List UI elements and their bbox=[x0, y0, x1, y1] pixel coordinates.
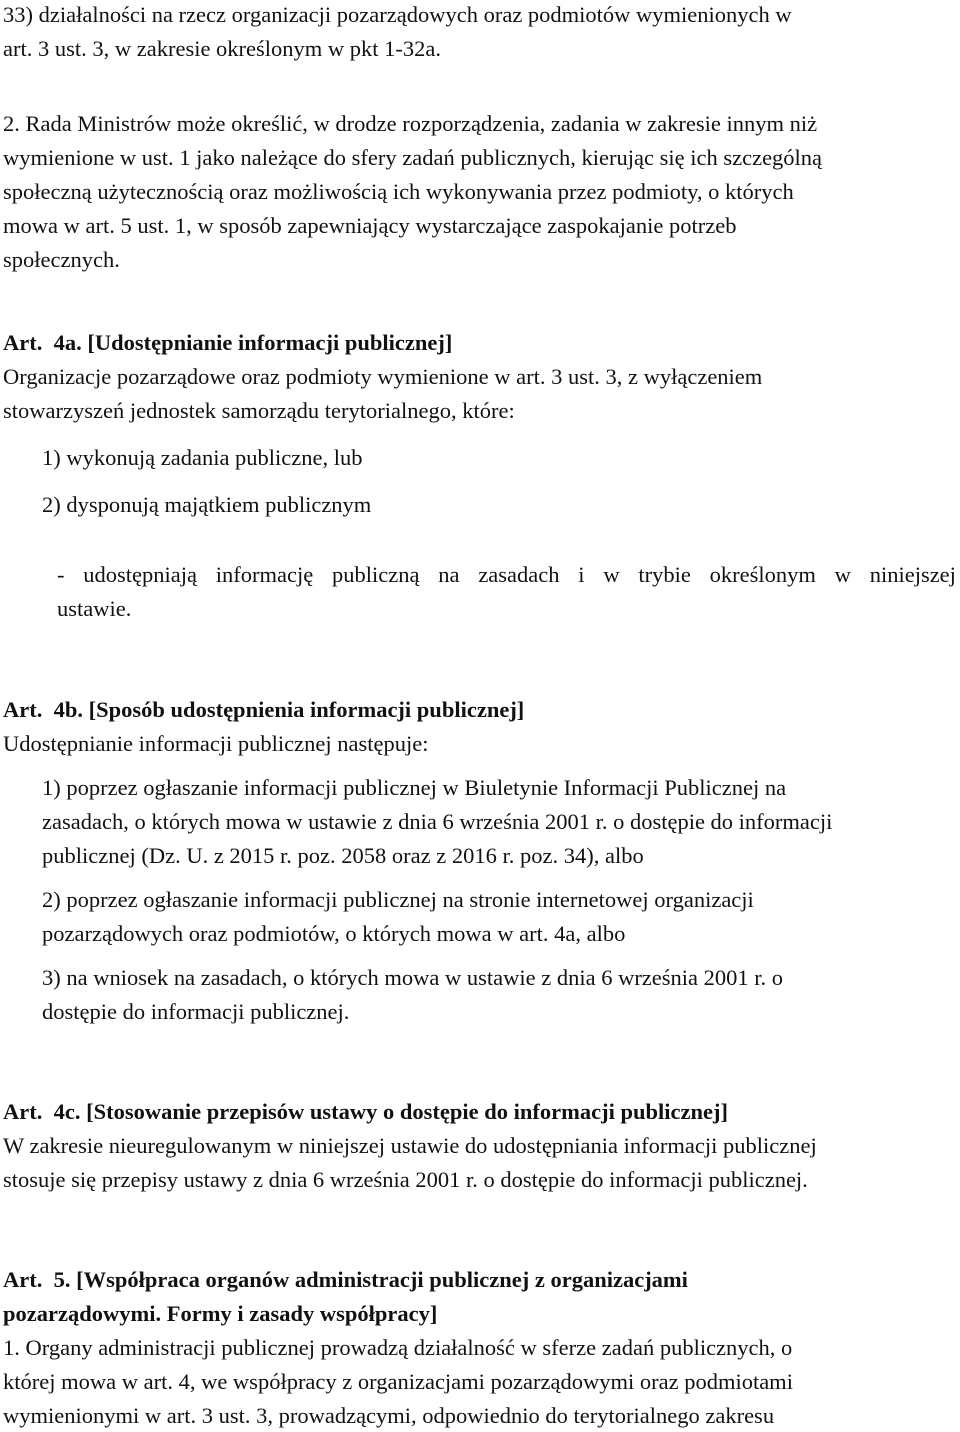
article-4b-item-3-line-2: dostępie do informacji publicznej. bbox=[42, 999, 350, 1024]
article-4b-item-2-line-2: pozarządowych oraz podmiotów, o których mowa w art. 4a, albo bbox=[42, 921, 626, 946]
article-4a-line-1: Organizacje pozarządowe oraz podmioty wymienione w art. 3 ust. 3, z wyłączeniem bbox=[3, 364, 763, 389]
article-4b-item-1-line-1: 1) poprzez ogłaszanie informacji publicznej w Biuletynie Informacji Publicznej na bbox=[42, 775, 787, 800]
article-4b-number: Art. 4b. bbox=[3, 697, 83, 722]
article-4b-title: [Sposób udostępnienia informacji publicznej] bbox=[88, 697, 525, 722]
tail-word: publiczną bbox=[332, 562, 420, 587]
tail-word: zasadach bbox=[478, 562, 560, 587]
tail-word: informację bbox=[215, 562, 314, 587]
article-4c-heading bbox=[3, 1097, 728, 1127]
article-4b-item-1-line-3: publicznej (Dz. U. z 2015 r. poz. 2058 oraz z 2016 r. poz. 34), albo bbox=[42, 843, 644, 868]
tail-word: w bbox=[834, 562, 851, 587]
article-5-title-line-1: [Współpraca organów administracji publicznej z organizacjami bbox=[76, 1267, 688, 1292]
article-4a-line-2: stowarzyszeń jednostek samorządu terytorialnego, które: bbox=[3, 398, 515, 423]
paragraph-2-line-1: 2. Rada Ministrów może określić, w drodze rozporządzenia, zadania w zakresie innym niż bbox=[3, 111, 818, 136]
article-4a-number: Art. 4a. bbox=[3, 330, 82, 355]
tail-word: udostępniają bbox=[83, 562, 198, 587]
paragraph-2-line-2: wymienione w ust. 1 jako należące do sfery zadań publicznych, kierując się ich szczególną bbox=[3, 145, 823, 170]
article-4a-title: [Udostępnianie informacji publicznej] bbox=[87, 330, 453, 355]
tail-word: trybie bbox=[638, 562, 691, 587]
article-4b-item-3-line-1: 3) na wniosek na zasadach, o których mowa w ustawie z dnia 6 września 2001 r. o bbox=[42, 965, 784, 990]
article-4a-tail-line-1 bbox=[57, 560, 956, 590]
tail-word: niniejszej bbox=[869, 562, 956, 587]
article-4c-line-1: W zakresie nieuregulowanym w niniejszej ustawie do udostępniania informacji publicznej bbox=[3, 1133, 817, 1158]
article-4a-tail-line-2: ustawie. bbox=[57, 596, 132, 621]
article-4b-heading bbox=[3, 695, 524, 725]
paragraph-2-line-3: społeczną użytecznością oraz możliwością ich wykonywania przez podmioty, o których bbox=[3, 179, 794, 204]
article-4c-line-2: stosuje się przepisy ustawy z dnia 6 września 2001 r. o dostępie do informacji publicznej. bbox=[3, 1167, 808, 1192]
article-4a-item-1: 1) wykonują zadania publiczne, lub bbox=[42, 445, 363, 470]
article-5-line-1: 1. Organy administracji publicznej prowadzą działalność w sferze zadań publicznych, o bbox=[3, 1335, 793, 1360]
tail-word: określonym bbox=[709, 562, 816, 587]
article-5-line-2: której mowa w art. 4, we współpracy z organizacjami pozarządowymi oraz podmiotami bbox=[3, 1369, 793, 1394]
tail-word: na bbox=[438, 562, 460, 587]
article-4a-heading bbox=[3, 328, 452, 358]
point-33-line-1: 33) działalności na rzecz organizacji pozarządowych oraz podmiotów wymienionych w bbox=[3, 2, 792, 27]
tail-word: - bbox=[57, 562, 65, 587]
article-4c-title: [Stosowanie przepisów ustawy o dostępie do informacji publicznej] bbox=[86, 1099, 728, 1124]
article-4b-intro: Udostępnianie informacji publicznej następuje: bbox=[3, 731, 429, 756]
article-5-number: Art. 5. bbox=[3, 1267, 71, 1292]
article-5-line-3: wymienionymi w art. 3 ust. 3, prowadzącymi, odpowiednio do terytorialnego zakresu bbox=[3, 1403, 775, 1428]
article-4b-item-2-line-1: 2) poprzez ogłaszanie informacji publicznej na stronie internetowej organizacji bbox=[42, 887, 754, 912]
point-33-line-2: art. 3 ust. 3, w zakresie określonym w pkt 1-32a. bbox=[3, 36, 442, 61]
article-4c-number: Art. 4c. bbox=[3, 1099, 81, 1124]
article-5-heading bbox=[3, 1265, 688, 1295]
article-4b-item-1-line-2: zasadach, o których mowa w ustawie z dnia 6 września 2001 r. o dostępie do informacji bbox=[42, 809, 833, 834]
article-4a-item-2: 2) dysponują majątkiem publicznym bbox=[42, 492, 372, 517]
paragraph-2-line-4: mowa w art. 5 ust. 1, w sposób zapewniający wystarczające zaspokajanie potrzeb bbox=[3, 213, 737, 238]
paragraph-2-line-5: społecznych. bbox=[3, 247, 120, 272]
article-5-title-line-2: pozarządowymi. Formy i zasady współpracy] bbox=[3, 1301, 438, 1326]
tail-word: w bbox=[603, 562, 620, 587]
tail-word: i bbox=[578, 562, 585, 587]
